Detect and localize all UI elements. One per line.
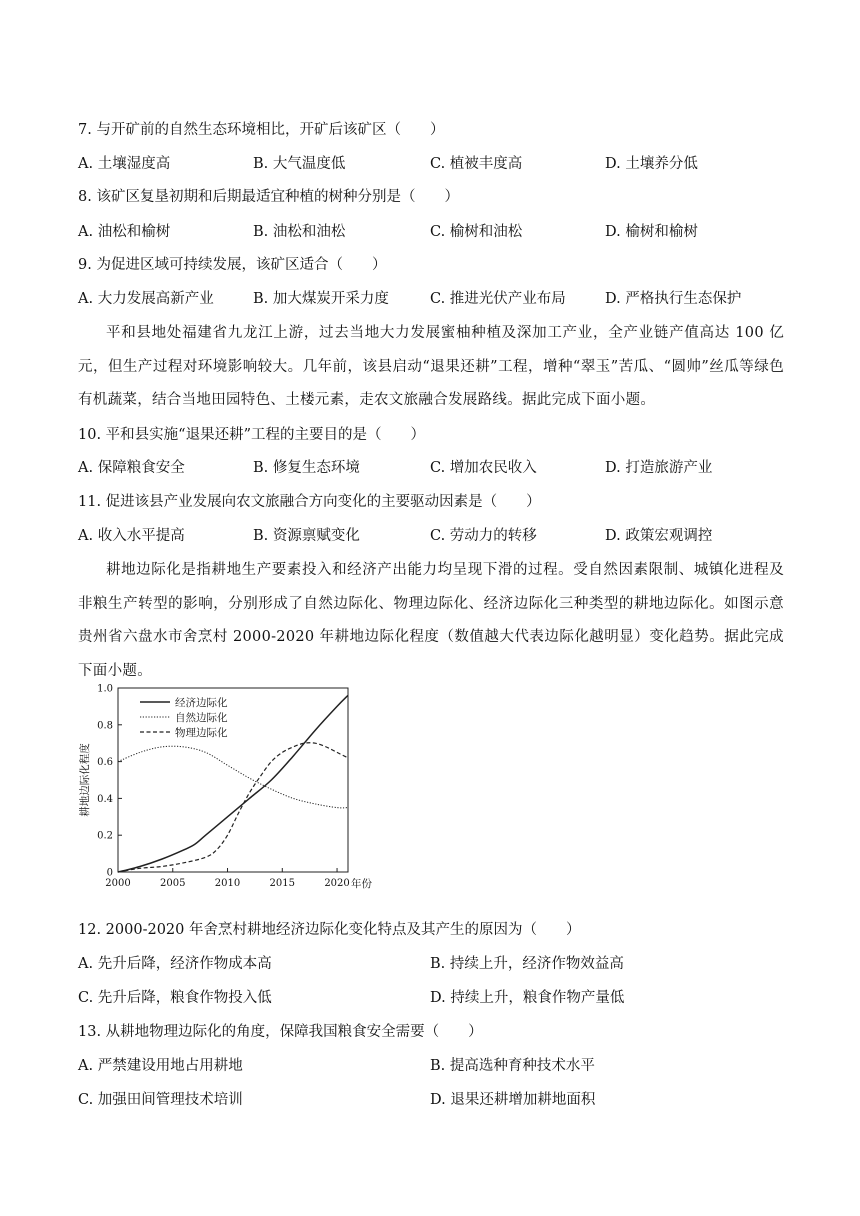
q7-option-c[interactable]: C. 植被丰度高 bbox=[430, 156, 523, 172]
legend-label: 自然边际化 bbox=[175, 712, 228, 724]
q8-option-a[interactable]: A. 油松和榆树 bbox=[78, 224, 171, 240]
y-tick-label: 1.0 bbox=[97, 683, 113, 695]
q12-option-d[interactable]: D. 持续上升，粮食作物产量低 bbox=[430, 990, 625, 1006]
y-tick-label: 0.6 bbox=[97, 757, 113, 769]
q10-option-b[interactable]: B. 修复生态环境 bbox=[253, 460, 360, 476]
q11-option-d[interactable]: D. 政策宏观调控 bbox=[605, 528, 713, 544]
q9-option-d[interactable]: D. 严格执行生态保护 bbox=[605, 291, 742, 307]
series-line-dotted bbox=[118, 746, 348, 808]
question-7-stem: 7. 与开矿前的自然生态环境相比，开矿后该矿区（ ） bbox=[78, 122, 445, 138]
y-tick-label: 0.8 bbox=[97, 720, 113, 732]
question-8-stem: 8. 该矿区复垦初期和后期最适宜种植的树种分别是（ ） bbox=[78, 189, 459, 205]
q7-option-a[interactable]: A. 土壤湿度高 bbox=[78, 156, 171, 172]
q8-option-c[interactable]: C. 榆树和油松 bbox=[430, 224, 523, 240]
q8-option-b[interactable]: B. 油松和油松 bbox=[253, 224, 346, 240]
q10-option-d[interactable]: D. 打造旅游产业 bbox=[605, 460, 713, 476]
q11-option-b[interactable]: B. 资源禀赋变化 bbox=[253, 528, 360, 544]
question-12-stem: 12. 2000-2020 年舍烹村耕地经济边际化变化特点及其产生的原因为（ ） bbox=[78, 922, 581, 938]
x-tick-label: 2015 bbox=[269, 878, 296, 889]
q13-option-d[interactable]: D. 退果还耕增加耕地面积 bbox=[430, 1092, 596, 1108]
y-axis-label: 耕地边际化程度 bbox=[79, 743, 91, 817]
legend-label: 经济边际化 bbox=[175, 697, 228, 709]
question-13-stem: 13. 从耕地物理边际化的角度，保障我国粮食安全需要（ ） bbox=[78, 1024, 483, 1040]
q13-option-c[interactable]: C. 加强田间管理技术培训 bbox=[78, 1092, 243, 1108]
q13-option-a[interactable]: A. 严禁建设用地占用耕地 bbox=[78, 1058, 243, 1074]
y-tick-label: 0 bbox=[106, 867, 113, 879]
x-axis-label: 年份 bbox=[351, 878, 372, 890]
q7-option-d[interactable]: D. 土壤养分低 bbox=[605, 156, 698, 172]
marginalization-chart bbox=[74, 680, 374, 916]
x-tick-label: 2020 bbox=[324, 878, 350, 889]
q12-option-a[interactable]: A. 先升后降，经济作物成本高 bbox=[78, 956, 272, 972]
q11-option-c[interactable]: C. 劳动力的转移 bbox=[430, 528, 537, 544]
passage-marginalization: 耕地边际化是指耕地生产要素投入和经济产出能力均呈现下滑的过程。受自然因素限制、城镇化进程及非粮生产转型的影响，分别形成了自然边际化、物理边际化、经济边际化三种类型的耕地边际化。如图示意贵州省六盘水市舍烹村 2000-2020 年耕地边际化程度（数值越大代表边际化越明显）变化趋势。据此完成下面小题。 bbox=[78, 562, 784, 679]
q12-option-c[interactable]: C. 先升后降，粮食作物投入低 bbox=[78, 990, 272, 1006]
q13-option-b[interactable]: B. 提高选种育种技术水平 bbox=[430, 1058, 595, 1074]
q10-option-c[interactable]: C. 增加农民收入 bbox=[430, 460, 537, 476]
x-tick-label: 2000 bbox=[105, 878, 131, 889]
x-tick-label: 2010 bbox=[214, 878, 241, 889]
q10-option-a[interactable]: A. 保障粮食安全 bbox=[78, 460, 185, 476]
question-9-stem: 9. 为促进区域可持续发展，该矿区适合（ ） bbox=[78, 257, 387, 273]
q8-option-d[interactable]: D. 榆树和榆树 bbox=[605, 224, 698, 240]
q9-option-b[interactable]: B. 加大煤炭开采力度 bbox=[253, 291, 389, 307]
series-line-solid bbox=[118, 695, 348, 872]
q9-option-a[interactable]: A. 大力发展高新产业 bbox=[78, 291, 214, 307]
q11-option-a[interactable]: A. 收入水平提高 bbox=[78, 528, 185, 544]
legend-label: 物理边际化 bbox=[175, 727, 228, 739]
question-11-stem: 11. 促进该县产业发展向农文旅融合方向变化的主要驱动因素是（ ） bbox=[78, 494, 541, 510]
q9-option-c[interactable]: C. 推进光伏产业布局 bbox=[430, 291, 566, 307]
question-10-stem: 10. 平和县实施“退果还耕”工程的主要目的是（ ） bbox=[78, 427, 425, 443]
plot-frame bbox=[118, 688, 348, 872]
q12-option-b[interactable]: B. 持续上升，经济作物效益高 bbox=[430, 956, 624, 972]
y-tick-label: 0.4 bbox=[97, 793, 113, 805]
y-tick-label: 0.2 bbox=[97, 830, 113, 842]
series-line-dashed bbox=[118, 743, 348, 872]
passage-pinghe: 平和县地处福建省九龙江上游，过去当地大力发展蜜柚种植及深加工产业，全产业链产值高达 100 亿元，但生产过程对环境影响较大。几年前，该县启动“退果还耕”工程，增种“翠玉”苦瓜、“圆帅”丝瓜等绿色有机蔬菜，结合当地田园特色、土楼元素，走农文旅融合发展路线。据此完成下面小题。 bbox=[78, 325, 784, 408]
x-tick-label: 2005 bbox=[160, 878, 186, 889]
q7-option-b[interactable]: B. 大气温度低 bbox=[253, 156, 346, 172]
